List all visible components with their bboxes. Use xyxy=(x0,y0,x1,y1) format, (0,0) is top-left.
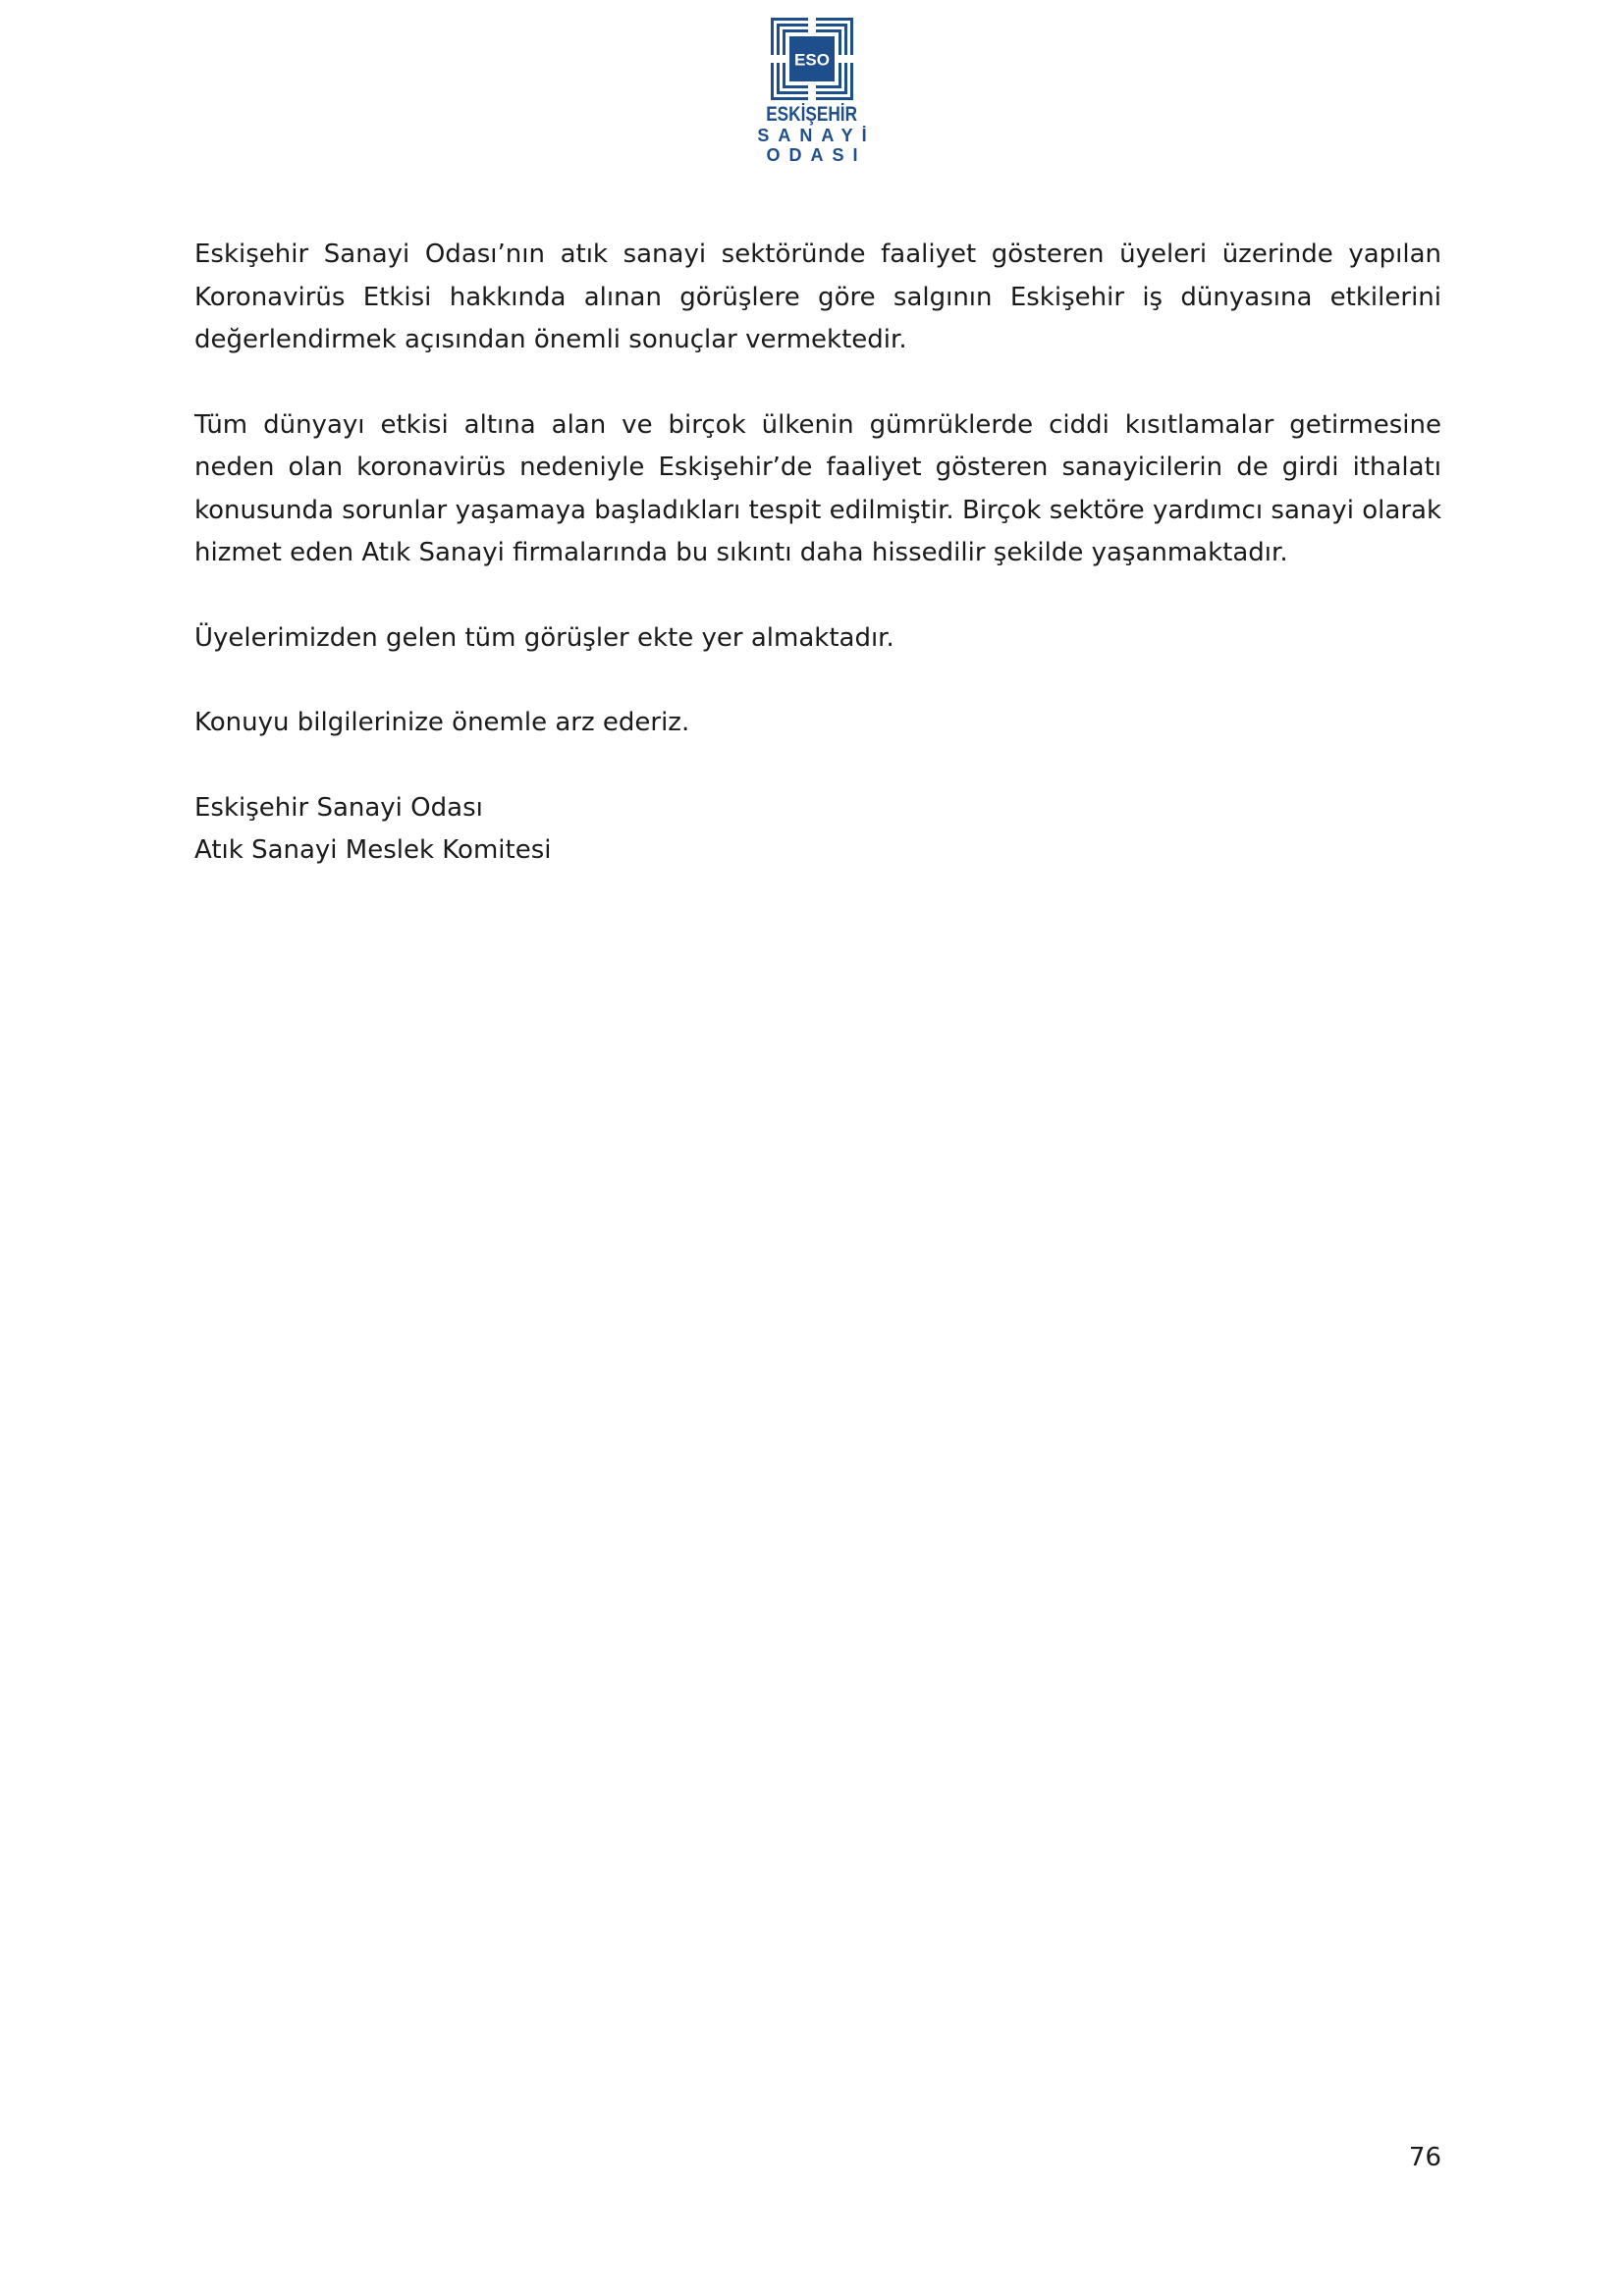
paragraph-attachment-note: Üyelerimizden gelen tüm görüşler ekte yer almaktadır. xyxy=(194,622,894,653)
logo-line-odasi: ODASI xyxy=(766,145,867,165)
page-number: 76 xyxy=(1408,2143,1441,2172)
paragraph-details: Tüm dünyayı etkisi altına alan ve birçok ülkenin gümrüklerde ciddi kısıtlamalar getirmesine neden olan koronavirüs nedeniyle Eskişehir’de faaliyet gösteren sanayicilerin de girdi ithalatı konusunda sorunlar yaşamaya başladıkları tespit edilmiştir. Birçok sektöre yardımcı sanayi olarak hizmet eden Atık Sanayi firmalarında bu sıkıntı daha hissedilir şekilde yaşanmaktadır. xyxy=(194,409,1441,567)
paragraph-closing: Konuyu bilgilerinize önemle arz ederiz. xyxy=(194,708,690,737)
paragraph-intro: Eskişehir Sanayi Odası’nın atık sanayi sektöründe faaliyet gösteren üyeleri üzerinde yapılan Koronavirüs Etkisi hakkında alınan görüşlere göre salgının Eskişehir iş dünyasına etkilerini değerlendirmek açısından önemli sonuçlar vermektedir. xyxy=(194,240,1441,354)
logo-mark-text: ESO xyxy=(794,50,830,70)
eso-logo-icon xyxy=(771,18,853,100)
logo-line-sanayi: SANAYİ xyxy=(757,126,876,145)
signature-organization: Eskişehir Sanayi Odası xyxy=(194,792,483,823)
letter-body xyxy=(194,234,1441,873)
signature-committee: Atık Sanayi Meslek Komitesi xyxy=(194,835,552,865)
header-logo xyxy=(0,18,1624,165)
logo-line-eskisehir: ESKİŞEHİR xyxy=(766,103,858,126)
